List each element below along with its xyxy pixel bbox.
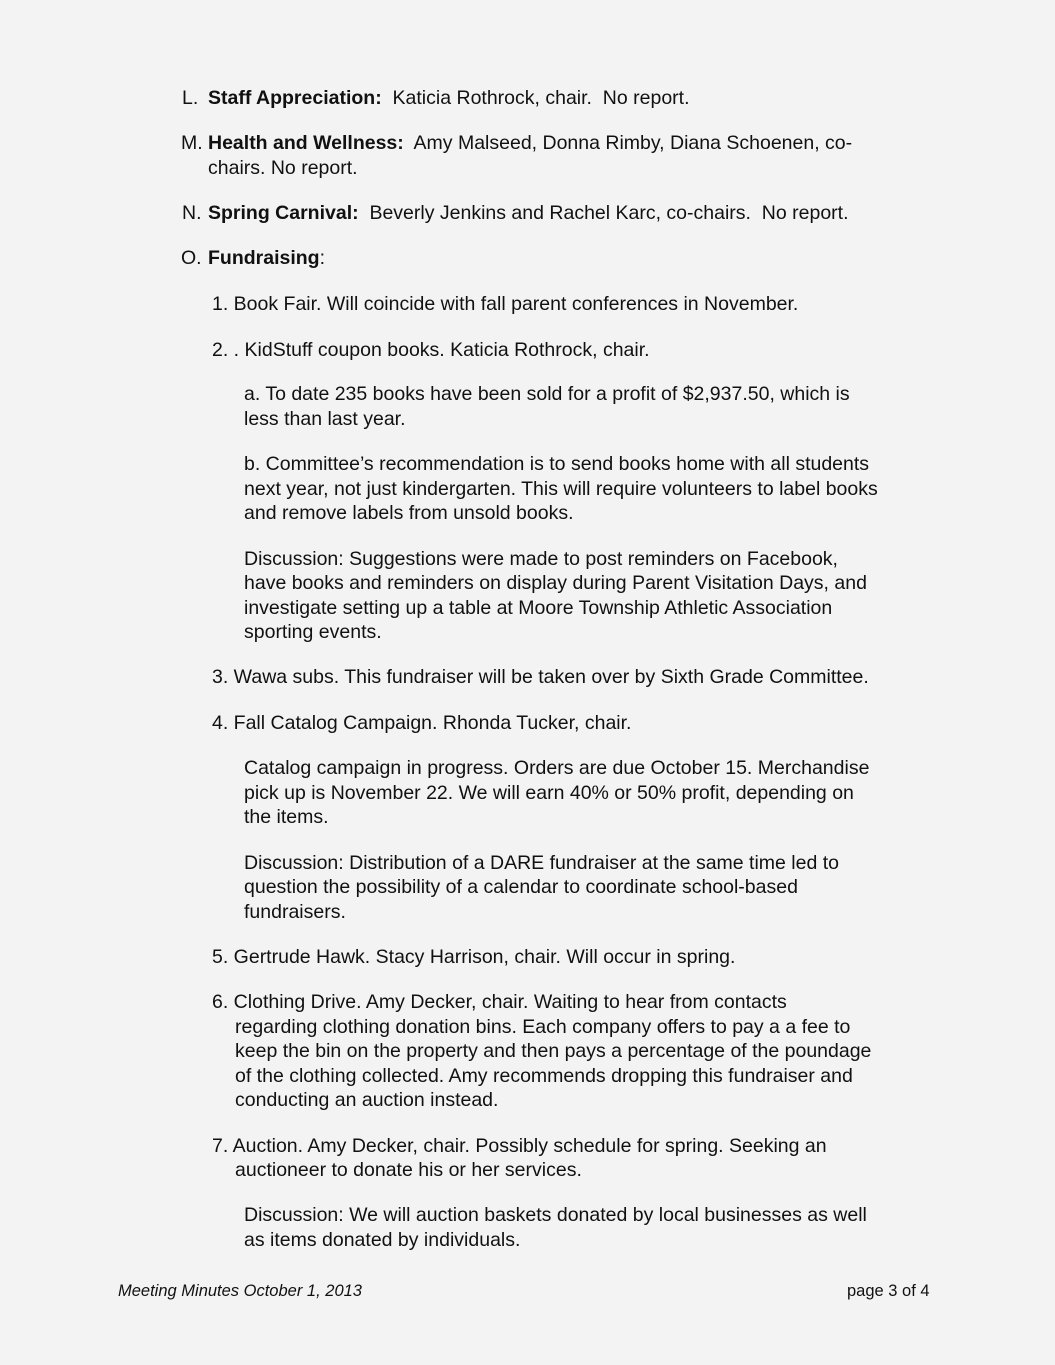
- item-6-line: conducting an auction instead.: [235, 1089, 499, 1111]
- section-m-text2: chairs. No report.: [208, 157, 358, 179]
- section-o-body: [208, 246, 325, 271]
- item-4a-line: the items.: [244, 806, 329, 828]
- section-m-body: [208, 131, 852, 156]
- item-6-line: keep the bin on the property and then pays a percentage of the poundage: [235, 1040, 872, 1062]
- section-text: Katicia Rothrock, chair. No report.: [381, 87, 690, 109]
- section-l-body: [208, 86, 690, 111]
- section-l: [182, 86, 198, 111]
- item-2-discussion-line: investigate setting up a table at Moore Township Athletic Association: [244, 597, 833, 619]
- item-7-discussion-line: as items donated by individuals.: [244, 1229, 521, 1251]
- item-4-discussion-line: question the possibility of a calendar to coordinate school-based: [244, 876, 798, 898]
- section-n: [182, 201, 202, 226]
- section-text: Amy Malseed, Donna Rimby, Diana Schoenen, co-: [403, 132, 853, 154]
- item-4: 4. Fall Catalog Campaign. Rhonda Tucker, chair.: [212, 712, 632, 734]
- item-2a-line: a. To date 235 books have been sold for a profit of $2,937.50, which is: [244, 383, 850, 405]
- item-5: 5. Gertrude Hawk. Stacy Harrison, chair. Will occur in spring.: [212, 946, 736, 968]
- item-2-discussion-line: sporting events.: [244, 621, 382, 643]
- item-6-line: of the clothing collected. Amy recommends dropping this fundraiser and: [235, 1065, 853, 1087]
- section-suffix: :: [319, 247, 326, 269]
- item-4-discussion-line: fundraisers.: [244, 901, 346, 923]
- item-2: 2. . KidStuff coupon books. Katicia Rothrock, chair.: [212, 339, 650, 361]
- item-2b-line: and remove labels from unsold books.: [244, 502, 574, 524]
- item-4a-line: pick up is November 22. We will earn 40% or 50% profit, depending on: [244, 782, 854, 804]
- item-1: 1. Book Fair. Will coincide with fall parent conferences in November.: [212, 293, 799, 315]
- item-2-discussion-line: have books and reminders on display during Parent Visitation Days, and: [244, 572, 867, 594]
- item-2b-line: next year, not just kindergarten. This will require volunteers to label books: [244, 478, 878, 500]
- footer-title: Meeting Minutes October 1, 2013: [118, 1282, 362, 1300]
- section-letter: L.: [182, 87, 199, 109]
- section-m: [181, 131, 203, 156]
- section-letter: M.: [181, 132, 203, 154]
- item-2-discussion-line: Discussion: Suggestions were made to post reminders on Facebook,: [244, 548, 838, 570]
- item-6-line: 6. Clothing Drive. Amy Decker, chair. Waiting to hear from contacts: [212, 991, 787, 1013]
- section-text: Beverly Jenkins and Rachel Karc, co-chairs. No report.: [358, 202, 849, 224]
- section-letter: O.: [181, 247, 202, 269]
- item-7-line: 7. Auction. Amy Decker, chair. Possibly schedule for spring. Seeking an: [212, 1135, 827, 1157]
- section-n-body: [208, 201, 849, 226]
- section-title: Health and Wellness:: [208, 132, 404, 154]
- item-4-discussion-line: Discussion: Distribution of a DARE fundraiser at the same time led to: [244, 852, 840, 874]
- item-6-line: regarding clothing donation bins. Each company offers to pay a a fee to: [235, 1016, 851, 1038]
- item-7-line: auctioneer to donate his or her services.: [235, 1159, 582, 1181]
- section-o: [181, 246, 202, 271]
- item-3: 3. Wawa subs. This fundraiser will be taken over by Sixth Grade Committee.: [212, 666, 869, 688]
- item-7-discussion-line: Discussion: We will auction baskets donated by local businesses as well: [244, 1204, 867, 1226]
- item-2a-line: less than last year.: [244, 408, 406, 430]
- section-title: Staff Appreciation:: [208, 87, 382, 109]
- section-letter: N.: [182, 202, 202, 224]
- footer-page-number: page 3 of 4: [847, 1282, 930, 1300]
- section-title: Fundraising: [208, 247, 320, 269]
- section-title: Spring Carnival:: [208, 202, 359, 224]
- item-4a-line: Catalog campaign in progress. Orders are due October 15. Merchandise: [244, 757, 870, 779]
- item-2b-line: b. Committee’s recommendation is to send books home with all students: [244, 453, 870, 475]
